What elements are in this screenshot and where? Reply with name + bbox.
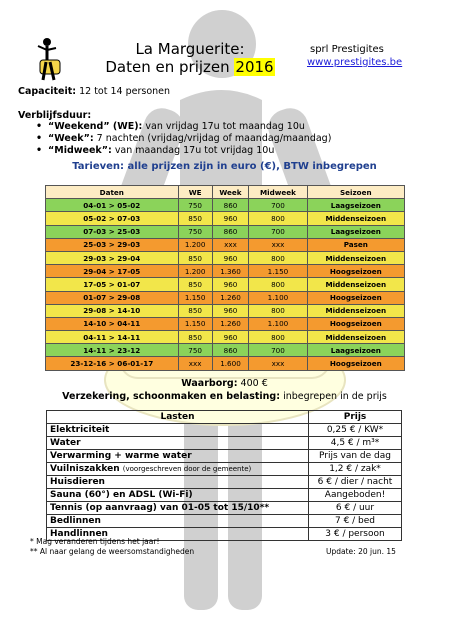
charge-label-cell (47, 515, 309, 528)
cell-week: 1.260 (212, 291, 249, 304)
cell-dates: 04-01 > 05-02 (46, 199, 179, 212)
header-midweek: Midweek (249, 186, 307, 199)
cell-season: Middenseizoen (307, 278, 404, 291)
cell-midweek: xxx (249, 238, 307, 251)
table-row (46, 331, 405, 344)
cell-dates: 29-03 > 29-04 (46, 251, 179, 264)
table-row (46, 317, 405, 330)
cell-dates: 05-02 > 07-03 (46, 212, 179, 225)
charge-price: Aangeboden! (309, 489, 402, 502)
insurance-value: inbegrepen in de prijs (283, 391, 387, 402)
cell-midweek: 700 (249, 344, 307, 357)
table-row (46, 357, 405, 370)
cell-dates: 17-05 > 01-07 (46, 278, 179, 291)
table-row (47, 476, 402, 489)
insurance-line (0, 391, 449, 402)
cell-week: 1.260 (212, 317, 249, 330)
charge-label-cell (47, 463, 309, 476)
update-date: Update: 20 jun. 15 (326, 547, 396, 556)
table-row (46, 238, 405, 251)
cell-midweek: 700 (249, 199, 307, 212)
cell-season: Laagseizoen (307, 344, 404, 357)
cell-week: 960 (212, 278, 249, 291)
cell-we: 1.150 (178, 291, 212, 304)
cell-week: 960 (212, 304, 249, 317)
charge-label: Water (50, 438, 81, 448)
table-row (46, 265, 405, 278)
table-row (46, 225, 405, 238)
rates-table (45, 185, 405, 371)
cell-season: Middenseizoen (307, 304, 404, 317)
cell-we: 1.150 (178, 317, 212, 330)
cell-week: 860 (212, 344, 249, 357)
list-item (36, 145, 331, 157)
capacity-value: 12 tot 14 personen (79, 86, 171, 97)
list-item (36, 133, 331, 145)
cell-dates: 01-07 > 29-08 (46, 291, 179, 304)
table-row (47, 424, 402, 437)
charge-price: 0,25 € / KW* (309, 424, 402, 437)
table-row (47, 450, 402, 463)
stay-type-midweek: “Midweek”: (48, 145, 112, 156)
charge-label: Bedlinnen (50, 516, 101, 526)
table-row (47, 463, 402, 476)
website-link[interactable]: www.prestigites.be (307, 57, 403, 68)
cell-midweek: 800 (249, 212, 307, 225)
cell-we: 1.200 (178, 238, 212, 251)
table-row (46, 291, 405, 304)
cell-dates: 23-12-16 > 06-01-17 (46, 357, 179, 370)
cell-week: xxx (212, 238, 249, 251)
stay-list (36, 121, 331, 157)
cell-we: 1.200 (178, 265, 212, 278)
stay-type-weekend: “Weekend” (WE): (48, 121, 143, 132)
cell-season: Laagseizoen (307, 199, 404, 212)
cell-we: 850 (178, 251, 212, 264)
charge-label-cell (47, 450, 309, 463)
capacity-line (18, 86, 170, 97)
cell-dates: 04-11 > 14-11 (46, 331, 179, 344)
charge-price: 4,5 € / m³* (309, 437, 402, 450)
cell-dates: 07-03 > 25-03 (46, 225, 179, 238)
stay-desc: van vrijdag 17u tot maandag 10u (145, 121, 305, 132)
cell-season: Hoogseizoen (307, 357, 404, 370)
cell-we: 850 (178, 331, 212, 344)
cell-midweek: xxx (249, 357, 307, 370)
cell-season: Hoogseizoen (307, 317, 404, 330)
insurance-label: Verzekering, schoonmaken en belasting: (62, 391, 281, 402)
table-row (47, 437, 402, 450)
table-row (46, 304, 405, 317)
cell-week: 960 (212, 251, 249, 264)
cell-week: 860 (212, 225, 249, 238)
table-row (47, 515, 402, 528)
table-row (46, 251, 405, 264)
cell-midweek: 800 (249, 251, 307, 264)
table-row (46, 278, 405, 291)
cell-season: Middenseizoen (307, 331, 404, 344)
stay-desc: 7 nachten (vrijdag/vrijdag of maandag/maandag) (96, 133, 332, 144)
charge-label-cell (47, 502, 309, 515)
charge-label: Sauna (60°) en ADSL (Wi-Fi) (50, 490, 193, 500)
cell-we: 750 (178, 199, 212, 212)
charge-price: 6 € / dier / nacht (309, 476, 402, 489)
list-item (36, 121, 331, 133)
cell-season: Pasen (307, 238, 404, 251)
page-title-line1: La Marguerite: (135, 40, 245, 58)
table-row (46, 199, 405, 212)
header-price: Prijs (309, 411, 402, 424)
cell-midweek: 1.100 (249, 317, 307, 330)
header-we: WE (178, 186, 212, 199)
page-title-subtitle: Daten en prijzen (105, 58, 230, 76)
cell-week: 960 (212, 331, 249, 344)
charge-label: Vuilniszakken (50, 464, 120, 474)
charge-note: (voorgeschreven door de gemeente) (122, 465, 252, 473)
cell-midweek: 800 (249, 304, 307, 317)
footnote-2: ** Al naar gelang de weersomstandigheden (30, 547, 195, 556)
deposit-value: 400 € (240, 378, 268, 389)
header-season: Seizoen (307, 186, 404, 199)
cell-we: 850 (178, 212, 212, 225)
header-charges: Lasten (47, 411, 309, 424)
table-header-row (46, 186, 405, 199)
cell-midweek: 1.100 (249, 291, 307, 304)
charge-price: 3 € / persoon (309, 528, 402, 541)
charge-label-cell (47, 489, 309, 502)
cell-dates: 29-04 > 17-05 (46, 265, 179, 278)
deposit-line (0, 378, 449, 389)
table-row (47, 502, 402, 515)
cell-midweek: 800 (249, 278, 307, 291)
charge-label-cell (47, 437, 309, 450)
cell-season: Middenseizoen (307, 251, 404, 264)
company-name: sprl Prestigites (310, 44, 384, 55)
charge-price: Prijs van de dag (309, 450, 402, 463)
cell-dates: 14-10 > 04-11 (46, 317, 179, 330)
cell-dates: 14-11 > 23-12 (46, 344, 179, 357)
capacity-label: Capaciteit: (18, 86, 77, 97)
charge-price: 6 € / uur (309, 502, 402, 515)
cell-season: Hoogseizoen (307, 291, 404, 304)
cell-dates: 25-03 > 29-03 (46, 238, 179, 251)
cell-week: 960 (212, 212, 249, 225)
table-row (47, 489, 402, 502)
charge-label: Huisdieren (50, 477, 105, 487)
cell-we: 750 (178, 225, 212, 238)
charge-label: Elektriciteit (50, 425, 110, 435)
table-row (46, 212, 405, 225)
deposit-label: Waarborg: (181, 378, 238, 389)
stay-type-week: “Week”: (48, 133, 94, 144)
cell-we: 750 (178, 344, 212, 357)
header-week: Week (212, 186, 249, 199)
stay-desc: van maandag 17u tot vrijdag 10u (114, 145, 275, 156)
cell-week: 860 (212, 199, 249, 212)
cell-season: Hoogseizoen (307, 265, 404, 278)
cell-season: Laagseizoen (307, 225, 404, 238)
cell-week: 1.360 (212, 265, 249, 278)
cell-midweek: 800 (249, 331, 307, 344)
cell-week: 1.600 (212, 357, 249, 370)
stay-heading: Verblijfsduur: (18, 110, 92, 121)
rates-title: Tarieven: alle prijzen zijn in euro (€), BTW inbegrepen (72, 161, 377, 172)
charge-label-cell (47, 424, 309, 437)
charge-label: Verwarming + warme water (50, 451, 192, 461)
header-dates: Daten (46, 186, 179, 199)
footnote-1: * Mag veranderen tijdens het jaar! (30, 537, 160, 546)
charge-label-cell (47, 476, 309, 489)
charge-label: Handlinnen (50, 529, 108, 539)
cell-midweek: 1.150 (249, 265, 307, 278)
charge-price: 7 € / bed (309, 515, 402, 528)
table-row (46, 344, 405, 357)
cell-dates: 29-08 > 14-10 (46, 304, 179, 317)
cell-we: 850 (178, 304, 212, 317)
year-highlight: 2016 (235, 58, 274, 76)
cell-we: 850 (178, 278, 212, 291)
costs-table (46, 410, 402, 541)
table-header-row (47, 411, 402, 424)
cell-we: xxx (178, 357, 212, 370)
cell-season: Middenseizoen (307, 212, 404, 225)
charge-price: 1,2 € / zak* (309, 463, 402, 476)
cell-midweek: 700 (249, 225, 307, 238)
charge-label: Tennis (op aanvraag) van 01-05 tot 15/10** (50, 503, 270, 513)
